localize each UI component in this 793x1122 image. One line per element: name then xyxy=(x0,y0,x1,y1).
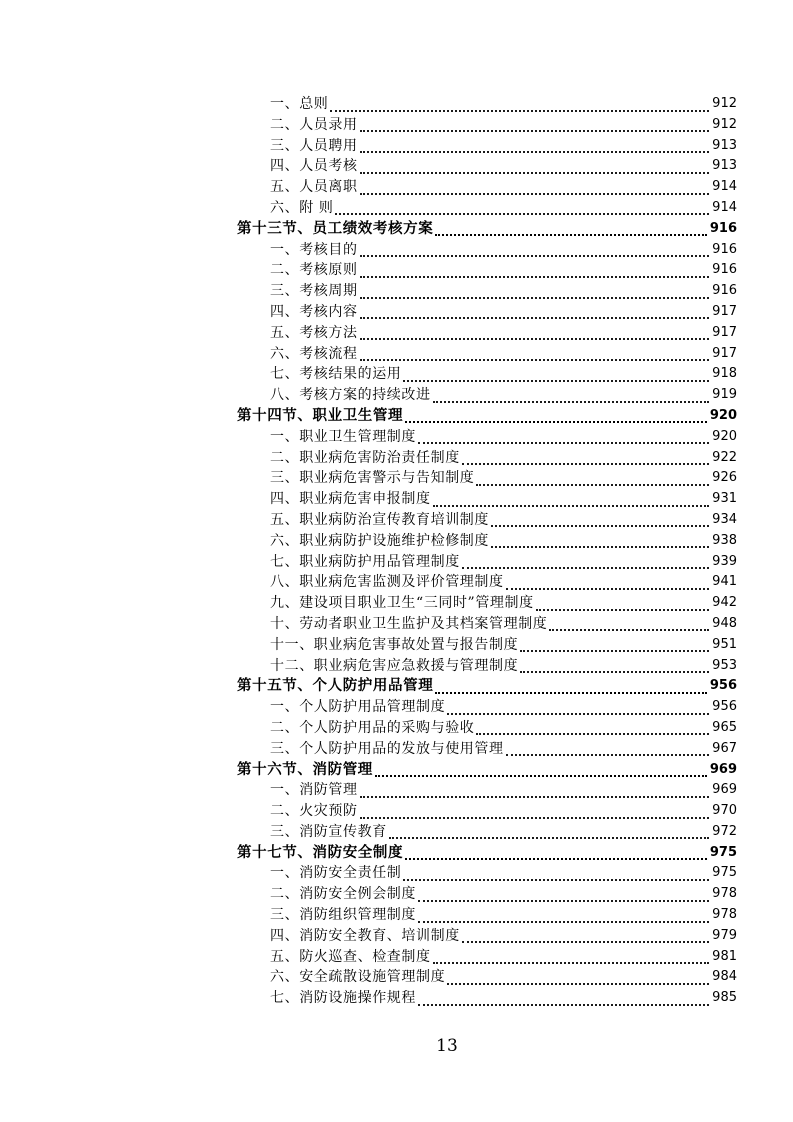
toc-entry xyxy=(237,739,737,760)
toc-entry-title: 五、职业病防治宣传教育培训制度 xyxy=(270,511,489,528)
toc-entry-page: 926 xyxy=(712,470,737,486)
toc-entry-page: 984 xyxy=(712,969,737,985)
dot-leader xyxy=(360,302,710,320)
dot-leader xyxy=(360,344,710,362)
toc-entry xyxy=(237,323,737,344)
table-of-contents xyxy=(237,94,737,1009)
dot-leader xyxy=(389,822,709,840)
toc-entry-page: 914 xyxy=(712,179,737,195)
dot-leader xyxy=(360,260,710,278)
toc-section-entry xyxy=(237,760,737,781)
dot-leader xyxy=(433,385,710,403)
dot-leader xyxy=(491,531,709,549)
toc-entry-title: 二、个人防护用品的采购与验收 xyxy=(270,719,475,736)
toc-entry-page: 920 xyxy=(712,428,737,444)
dot-leader xyxy=(506,739,710,757)
toc-entry-title: 十、劳动者职业卫生监护及其档案管理制度 xyxy=(270,615,548,632)
toc-entry-page: 918 xyxy=(712,366,737,382)
toc-entry xyxy=(237,884,737,905)
toc-entry xyxy=(237,697,737,718)
dot-leader xyxy=(360,156,710,174)
toc-entry-page: 916 xyxy=(709,220,737,236)
toc-entry-page: 956 xyxy=(709,678,737,694)
dot-leader xyxy=(520,635,709,653)
toc-entry-title: 十二、职业病危害应急救援与管理制度 xyxy=(270,657,519,674)
toc-entry xyxy=(237,801,737,822)
toc-entry xyxy=(237,260,737,281)
dot-leader xyxy=(418,988,709,1006)
toc-entry xyxy=(237,177,737,198)
toc-entry-title: 六、安全疏散设施管理制度 xyxy=(270,969,446,986)
toc-entry-title: 一、职业卫生管理制度 xyxy=(270,428,416,445)
toc-entry-page: 979 xyxy=(712,927,737,943)
toc-entry xyxy=(237,94,737,115)
toc-entry xyxy=(237,947,737,968)
toc-entry xyxy=(237,614,737,635)
toc-entry-page: 951 xyxy=(712,636,737,652)
dot-leader xyxy=(360,801,710,819)
toc-entry xyxy=(237,926,737,947)
toc-entry-page: 956 xyxy=(712,699,737,715)
dot-leader xyxy=(360,780,710,798)
toc-entry-title: 三、考核周期 xyxy=(270,283,358,300)
toc-entry xyxy=(237,718,737,739)
toc-entry-title: 三、消防组织管理制度 xyxy=(270,907,416,924)
toc-entry-title: 第十六节、消防管理 xyxy=(237,761,373,778)
dot-leader xyxy=(360,281,710,299)
dot-leader xyxy=(375,760,707,778)
dot-leader xyxy=(418,427,709,445)
toc-entry-page: 912 xyxy=(712,116,737,132)
dot-leader xyxy=(536,593,709,611)
dot-leader xyxy=(360,136,710,154)
toc-entry-title: 第十七节、消防安全制度 xyxy=(237,844,404,861)
toc-entry-title: 六、附 则 xyxy=(270,199,334,216)
toc-entry xyxy=(237,240,737,261)
toc-entry xyxy=(237,281,737,302)
dot-leader xyxy=(360,323,710,341)
toc-entry-page: 985 xyxy=(712,990,737,1006)
toc-entry-page: 919 xyxy=(712,387,737,403)
toc-entry-page: 914 xyxy=(712,199,737,215)
toc-entry xyxy=(237,552,737,573)
dot-leader xyxy=(447,697,709,715)
toc-section-entry xyxy=(237,843,737,864)
toc-entry xyxy=(237,115,737,136)
dot-leader xyxy=(360,240,710,258)
toc-entry-title: 七、考核结果的运用 xyxy=(270,366,402,383)
toc-entry-title: 一、总则 xyxy=(270,96,329,112)
toc-entry-page: 913 xyxy=(712,158,737,174)
toc-entry-title: 一、消防安全责任制 xyxy=(270,865,402,882)
toc-entry-page: 920 xyxy=(709,407,737,423)
page-number: 13 xyxy=(436,1036,458,1056)
toc-entry-page: 916 xyxy=(712,283,737,299)
dot-leader xyxy=(405,843,707,861)
toc-entry-page: 978 xyxy=(712,907,737,923)
toc-entry-title: 三、个人防护用品的发放与使用管理 xyxy=(270,740,504,757)
dot-leader xyxy=(447,967,709,985)
dot-leader xyxy=(476,718,709,736)
toc-entry xyxy=(237,531,737,552)
toc-entry-title: 五、人员离职 xyxy=(270,179,358,196)
toc-entry xyxy=(237,988,737,1009)
toc-entry xyxy=(237,967,737,988)
toc-entry-title: 三、职业病危害警示与告知制度 xyxy=(270,470,475,487)
toc-entry-page: 970 xyxy=(712,803,737,819)
toc-entry-page: 917 xyxy=(712,345,737,361)
toc-entry-title: 二、火灾预防 xyxy=(270,803,358,820)
toc-entry xyxy=(237,427,737,448)
toc-entry-title: 五、考核方法 xyxy=(270,324,358,341)
toc-entry-title: 四、人员考核 xyxy=(270,158,358,175)
toc-entry xyxy=(237,593,737,614)
toc-entry-title: 二、消防安全例会制度 xyxy=(270,886,416,903)
toc-entry-page: 942 xyxy=(712,595,737,611)
toc-entry-title: 四、职业病危害申报制度 xyxy=(270,491,431,508)
toc-entry-page: 948 xyxy=(712,615,737,631)
toc-entry-page: 972 xyxy=(712,823,737,839)
toc-entry-title: 五、防火巡查、检查制度 xyxy=(270,948,431,965)
toc-entry-page: 922 xyxy=(712,449,737,465)
dot-leader xyxy=(360,177,710,195)
dot-leader xyxy=(433,947,710,965)
toc-entry xyxy=(237,863,737,884)
toc-entry-page: 969 xyxy=(709,761,737,777)
dot-leader xyxy=(549,614,709,632)
dot-leader xyxy=(403,863,709,881)
toc-entry-page: 953 xyxy=(712,657,737,673)
toc-entry-title: 二、考核原则 xyxy=(270,262,358,279)
toc-entry xyxy=(237,822,737,843)
toc-entry xyxy=(237,198,737,219)
toc-section-entry xyxy=(237,219,737,240)
dot-leader xyxy=(418,884,709,902)
toc-entry-title: 一、个人防护用品管理制度 xyxy=(270,699,446,716)
dot-leader xyxy=(433,489,710,507)
toc-entry xyxy=(237,489,737,510)
toc-entry-title: 四、考核内容 xyxy=(270,303,358,320)
toc-entry-page: 969 xyxy=(712,782,737,798)
toc-entry-title: 三、人员聘用 xyxy=(270,137,358,154)
toc-entry-title: 第十五节、个人防护用品管理 xyxy=(237,678,434,695)
toc-entry-title: 六、职业病防护设施维护检修制度 xyxy=(270,532,489,549)
toc-entry-page: 938 xyxy=(712,532,737,548)
toc-entry-title: 八、考核方案的持续改进 xyxy=(270,387,431,404)
toc-entry-page: 916 xyxy=(712,241,737,257)
toc-entry-page: 967 xyxy=(712,740,737,756)
toc-section-entry xyxy=(237,406,737,427)
toc-entry-page: 975 xyxy=(712,865,737,881)
toc-entry-page: 975 xyxy=(709,844,737,860)
toc-entry-page: 931 xyxy=(712,491,737,507)
toc-entry xyxy=(237,905,737,926)
toc-entry-title: 七、职业病防护用品管理制度 xyxy=(270,553,460,570)
toc-entry-title: 第十三节、员工绩效考核方案 xyxy=(237,220,434,237)
toc-entry xyxy=(237,136,737,157)
toc-entry-title: 一、考核目的 xyxy=(270,241,358,258)
dot-leader xyxy=(435,219,707,237)
toc-entry-page: 965 xyxy=(712,719,737,735)
dot-leader xyxy=(506,572,710,590)
toc-entry-page: 978 xyxy=(712,886,737,902)
dot-leader xyxy=(403,364,709,382)
toc-entry-title: 第十四节、职业卫生管理 xyxy=(237,407,404,424)
dot-leader xyxy=(335,198,709,216)
toc-entry-title: 八、职业病危害监测及评价管理制度 xyxy=(270,574,504,591)
toc-entry xyxy=(237,302,737,323)
toc-entry-page: 981 xyxy=(712,948,737,964)
toc-entry-page: 939 xyxy=(712,553,737,569)
dot-leader xyxy=(476,468,709,486)
toc-entry xyxy=(237,468,737,489)
toc-entry xyxy=(237,656,737,677)
toc-entry-page: 912 xyxy=(712,96,737,111)
dot-leader xyxy=(462,552,709,570)
toc-entry xyxy=(237,448,737,469)
toc-entry-title: 三、消防宣传教育 xyxy=(270,823,387,840)
toc-entry-page: 916 xyxy=(712,262,737,278)
toc-entry xyxy=(237,572,737,593)
toc-entry-page: 934 xyxy=(712,511,737,527)
dot-leader xyxy=(330,94,709,112)
toc-entry-title: 二、人员录用 xyxy=(270,116,358,133)
dot-leader xyxy=(520,656,709,674)
dot-leader xyxy=(418,905,709,923)
toc-entry-title: 九、建设项目职业卫生“三同时”管理制度 xyxy=(270,595,534,612)
toc-entry xyxy=(237,780,737,801)
toc-entry-page: 941 xyxy=(712,574,737,590)
toc-entry-page: 917 xyxy=(712,324,737,340)
toc-entry-title: 六、考核流程 xyxy=(270,345,358,362)
toc-entry-title: 四、消防安全教育、培训制度 xyxy=(270,927,460,944)
toc-entry-title: 二、职业病危害防治责任制度 xyxy=(270,449,460,466)
toc-entry-title: 十一、职业病危害事故处置与报告制度 xyxy=(270,636,519,653)
dot-leader xyxy=(435,676,707,694)
toc-entry-page: 917 xyxy=(712,303,737,319)
dot-leader xyxy=(405,406,707,424)
dot-leader xyxy=(462,926,709,944)
toc-entry xyxy=(237,364,737,385)
dot-leader xyxy=(491,510,709,528)
toc-entry-title: 七、消防设施操作规程 xyxy=(270,990,416,1007)
toc-section-entry xyxy=(237,676,737,697)
dot-leader xyxy=(462,448,709,466)
toc-entry xyxy=(237,344,737,365)
toc-entry xyxy=(237,156,737,177)
toc-entry-title: 一、消防管理 xyxy=(270,782,358,799)
dot-leader xyxy=(360,115,710,133)
toc-entry-page: 913 xyxy=(712,137,737,153)
toc-entry xyxy=(237,635,737,656)
toc-entry xyxy=(237,510,737,531)
toc-entry xyxy=(237,385,737,406)
